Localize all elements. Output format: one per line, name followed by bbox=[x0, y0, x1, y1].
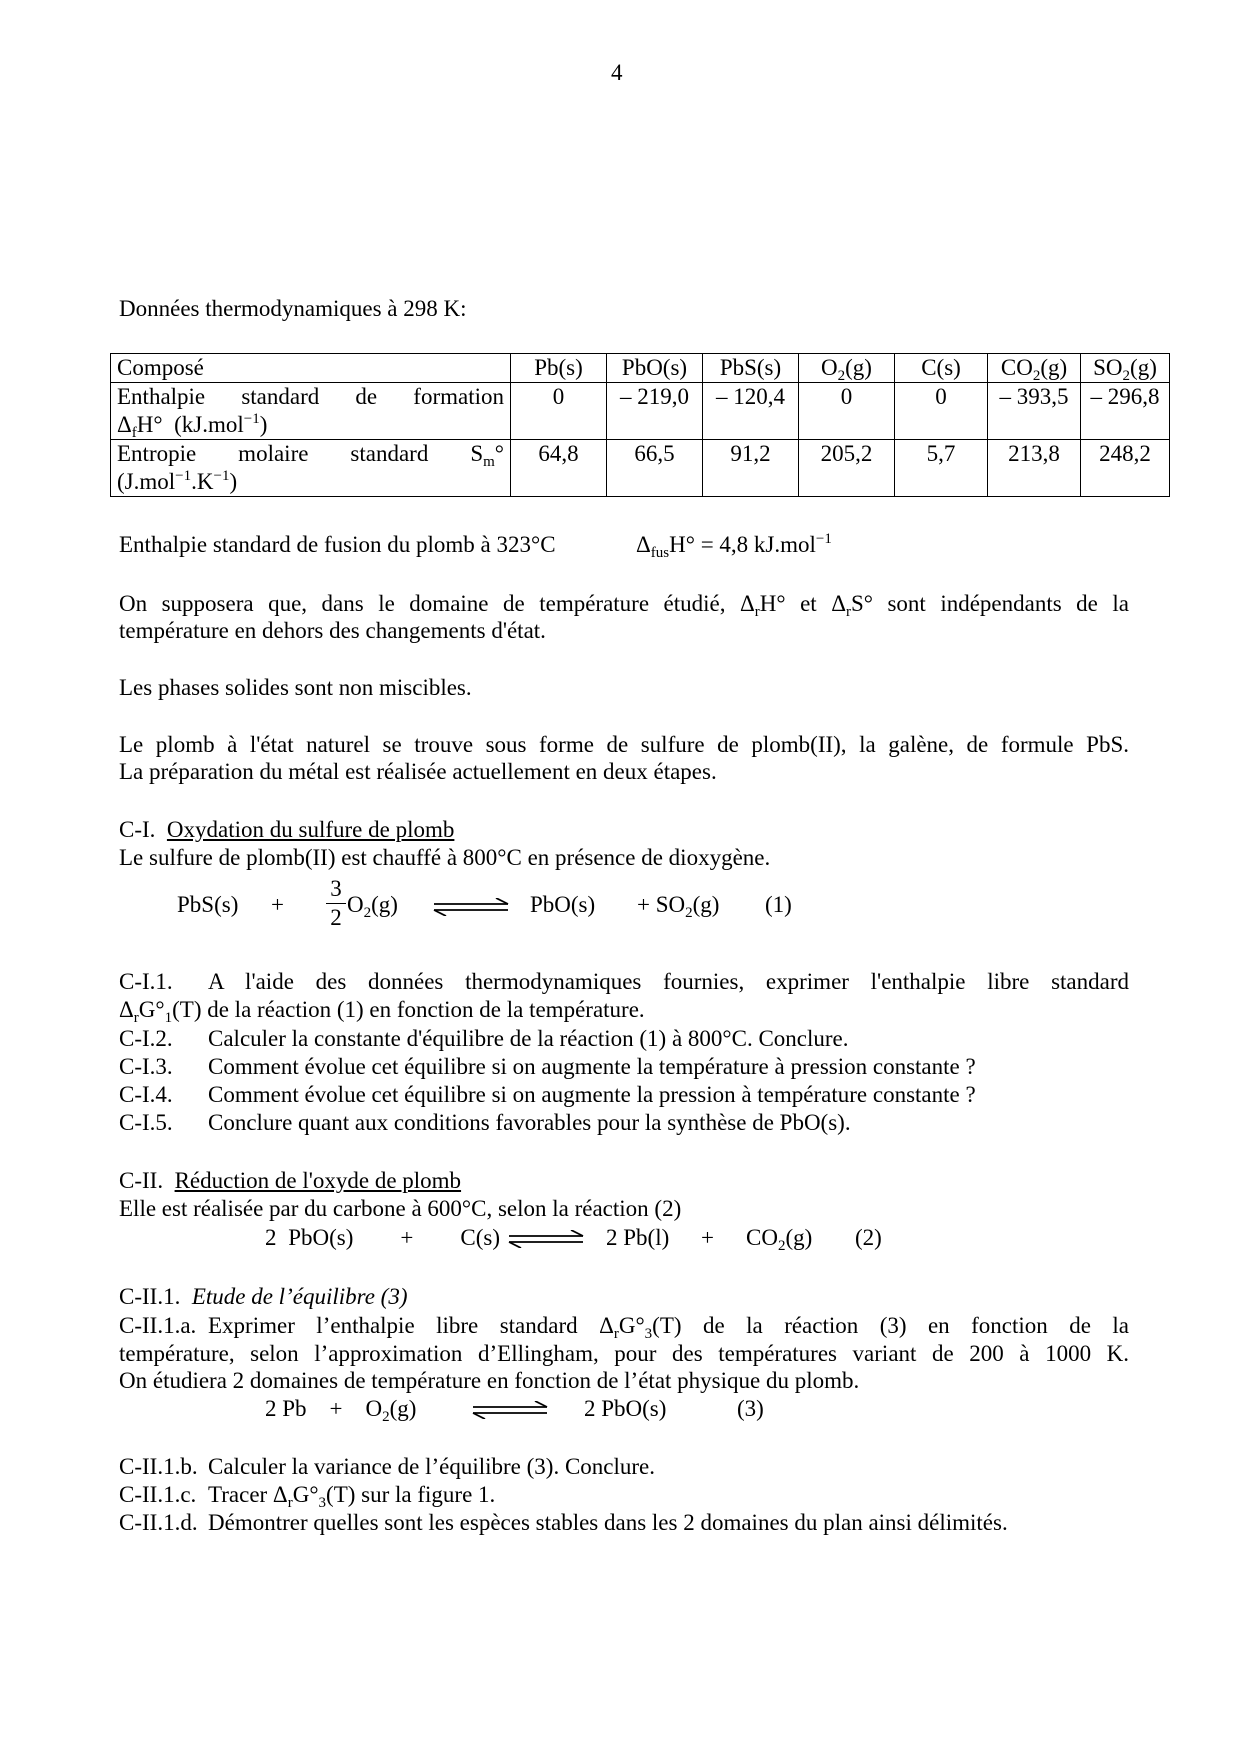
question-number: C-II.1.c. bbox=[119, 1482, 197, 1507]
r1-reactant-pbs: PbS(s) bbox=[177, 892, 239, 917]
question-text: Tracer $\Delta_rG^\circ_3(T)$ sur la figure 1. bbox=[208, 1482, 496, 1511]
lead-line-2: La préparation du métal est réalisée actuellement en deux étapes. bbox=[119, 759, 717, 784]
enthalpy-o2: 0 bbox=[799, 383, 895, 440]
entropy-pbo: 66,5 bbox=[607, 440, 703, 497]
question-number: C-I.2. bbox=[119, 1026, 173, 1051]
question-text: Démontrer quelles sont les espèces stables dans les 2 domaines du plan ainsi délimités. bbox=[208, 1510, 1008, 1535]
r3-right: 2 PbO(s) bbox=[584, 1396, 667, 1421]
section-c2-title: Réduction de l'oxyde de plomb bbox=[174, 1168, 462, 1193]
hypothesis-line-1: On supposera que, dans le domaine de température étudié, $\Delta_rH^\circ$ et $\Delta_rS^\circ$ sont indépendants de la bbox=[119, 591, 1129, 620]
enthalpy-pb: 0 bbox=[511, 383, 607, 440]
sub1-title: Etude de l’équilibre (3) bbox=[191, 1284, 408, 1309]
entropy-unit: $(J.mol^{-1}.K^{-1})$ bbox=[117, 468, 238, 494]
question-text: Calculer la variance de l’équilibre (3). Conclure. bbox=[208, 1454, 656, 1479]
enthalpy-co2: – 393,5 bbox=[988, 383, 1081, 440]
r1-fraction-numerator: 3 bbox=[330, 876, 342, 901]
section-c1-number: C-I. bbox=[119, 817, 156, 842]
question-c2-1b bbox=[119, 1453, 1129, 1481]
page-number: 4 bbox=[611, 60, 623, 85]
col-pb: Pb(s) bbox=[511, 354, 607, 383]
entropy-co2: 213,8 bbox=[988, 440, 1081, 497]
entropy-label-cell bbox=[111, 440, 511, 497]
question-number: C-I.5. bbox=[119, 1110, 173, 1135]
table-header-label: Composé bbox=[111, 354, 511, 383]
hypothesis-line-2: température en dehors des changements d'état. bbox=[119, 618, 546, 643]
r1-plus: + bbox=[271, 892, 284, 917]
r1-product-pbo: PbO(s) bbox=[530, 892, 596, 917]
r2-label: (2) bbox=[855, 1225, 882, 1250]
r1-label: (1) bbox=[765, 892, 792, 917]
section-c1-heading bbox=[119, 817, 454, 843]
table-header-row bbox=[111, 354, 1170, 383]
col-co2: $CO_2(g)$ bbox=[988, 354, 1081, 383]
r2-plus: + bbox=[701, 1225, 714, 1250]
r1-fraction bbox=[326, 876, 346, 931]
equilibrium-arrow-icon bbox=[507, 1230, 585, 1248]
question-text: Conclure quant aux conditions favorables pour la synthèse de PbO(s). bbox=[208, 1110, 851, 1135]
enthalpy-unit: $\Delta_fH^\circ$ (kJ.mol$^{-1}$) bbox=[117, 411, 268, 441]
r2-left: 2 PbO(s) + C(s) bbox=[265, 1225, 501, 1250]
q1a-number: C-II.1.a. bbox=[119, 1313, 197, 1338]
col-pbo: PbO(s) bbox=[607, 354, 703, 383]
r1-fraction-denominator: 2 bbox=[330, 905, 342, 930]
q1a-line-1: C-II.1.a. Exprimer l’enthalpie libre standard $\Delta_rG^\circ_3(T)$ de la réaction (3) en fonction de la bbox=[119, 1313, 1129, 1342]
col-so2: $SO_2(g)$ bbox=[1081, 354, 1170, 383]
enthalpy-pbs: – 120,4 bbox=[703, 383, 799, 440]
thermo-data-table bbox=[110, 353, 1170, 497]
intro-heading: Données thermodynamiques à 298 K: bbox=[119, 296, 467, 321]
enthalpy-c: 0 bbox=[895, 383, 988, 440]
r1-product-so2: + $SO_2(g)$ bbox=[637, 892, 720, 921]
col-pbs: PbS(s) bbox=[703, 354, 799, 383]
question-text: Calculer la constante d'équilibre de la réaction (1) à 800°C. Conclure. bbox=[208, 1026, 849, 1051]
enthalpy-label-cell bbox=[111, 383, 511, 440]
section-c1-title: Oxydation du sulfure de plomb bbox=[166, 817, 455, 842]
entropy-pbs: 91,2 bbox=[703, 440, 799, 497]
question-number: C-I.4. bbox=[119, 1082, 173, 1107]
entropy-o2: 205,2 bbox=[799, 440, 895, 497]
col-o2: $O_2(g)$ bbox=[799, 354, 895, 383]
question-number: C-II.1.b. bbox=[119, 1454, 198, 1479]
question-text: Comment évolue cet équilibre si on augmente la pression à température constante ? bbox=[208, 1082, 976, 1107]
section-c2-text: Elle est réalisée par du carbone à 600°C, selon la réaction (2) bbox=[119, 1196, 682, 1221]
question-c1-4 bbox=[119, 1081, 1129, 1109]
section-c1-text: Le sulfure de plomb(II) est chauffé à 800°C en présence de dioxygène. bbox=[119, 845, 771, 870]
question-c2-1c bbox=[119, 1481, 1129, 1509]
enthalpy-pbo: – 219,0 bbox=[607, 383, 703, 440]
section-c2-heading bbox=[119, 1168, 461, 1194]
entropy-c: 5,7 bbox=[895, 440, 988, 497]
question-c2-1d bbox=[119, 1509, 1129, 1537]
lead-line-1: Le plomb à l'état naturel se trouve sous forme de sulfure de plomb(II), la galène, de formule PbS. bbox=[119, 732, 1129, 757]
r1-reactant-o2: $O_2(g)$ bbox=[347, 892, 398, 921]
entropy-pb: 64,8 bbox=[511, 440, 607, 497]
col-c: C(s) bbox=[895, 354, 988, 383]
r3-label: (3) bbox=[737, 1396, 764, 1421]
section-c2-number: C-II. bbox=[119, 1168, 164, 1193]
question-c1-2 bbox=[119, 1025, 1129, 1053]
question-text: Comment évolue cet équilibre si on augmente la température à pression constante ? bbox=[208, 1054, 976, 1079]
question-number: C-I.3. bbox=[119, 1054, 173, 1079]
q1a-line-2: température, selon l’approximation d’Ellingham, pour des températures variant de 200 à 1000 K. bbox=[119, 1341, 1129, 1366]
equilibrium-arrow-icon bbox=[471, 1401, 549, 1419]
q1a-line-3: On étudiera 2 domaines de température en fonction de l’état physique du plomb. bbox=[119, 1368, 860, 1393]
enthalpy-label: Enthalpie standard de formation bbox=[117, 384, 504, 409]
r2-product-pb: 2 Pb(l) bbox=[606, 1225, 670, 1250]
fusion-label: Enthalpie standard de fusion du plomb à 323°C bbox=[119, 532, 556, 557]
question-c1-1-line2: $\Delta_rG^\circ_1(T)$ de la réaction (1) en fonction de la température. bbox=[119, 997, 645, 1026]
equilibrium-arrow-icon bbox=[432, 898, 510, 916]
question-text: A l'aide des données thermodynamiques fournies, exprimer l'enthalpie libre standard bbox=[208, 969, 1129, 994]
solids-paragraph: Les phases solides sont non miscibles. bbox=[119, 675, 472, 700]
question-c1-5 bbox=[119, 1109, 1129, 1137]
question-c1-1 bbox=[119, 968, 1129, 996]
question-number: C-I.1. bbox=[119, 969, 173, 994]
enthalpy-so2: – 296,8 bbox=[1081, 383, 1170, 440]
sub1-number: C-II.1. bbox=[119, 1284, 181, 1309]
question-number: C-II.1.d. bbox=[119, 1510, 198, 1535]
fusion-value: $\Delta_{fus}H^\circ = 4,8$ kJ.mol$^{-1}$ bbox=[636, 531, 832, 561]
fraction-bar bbox=[326, 903, 346, 904]
question-c1-3 bbox=[119, 1053, 1129, 1081]
entropy-so2: 248,2 bbox=[1081, 440, 1170, 497]
r3-left: 2 Pb + $O_2(g)$ bbox=[265, 1396, 417, 1425]
table-row-entropy bbox=[111, 440, 1170, 497]
table-row-enthalpy bbox=[111, 383, 1170, 440]
entropy-label: Entropie molaire standard $S_m^\circ$ bbox=[117, 441, 504, 470]
sub1-heading bbox=[119, 1284, 408, 1310]
r2-product-co2: $CO_2(g)$ bbox=[746, 1225, 813, 1254]
